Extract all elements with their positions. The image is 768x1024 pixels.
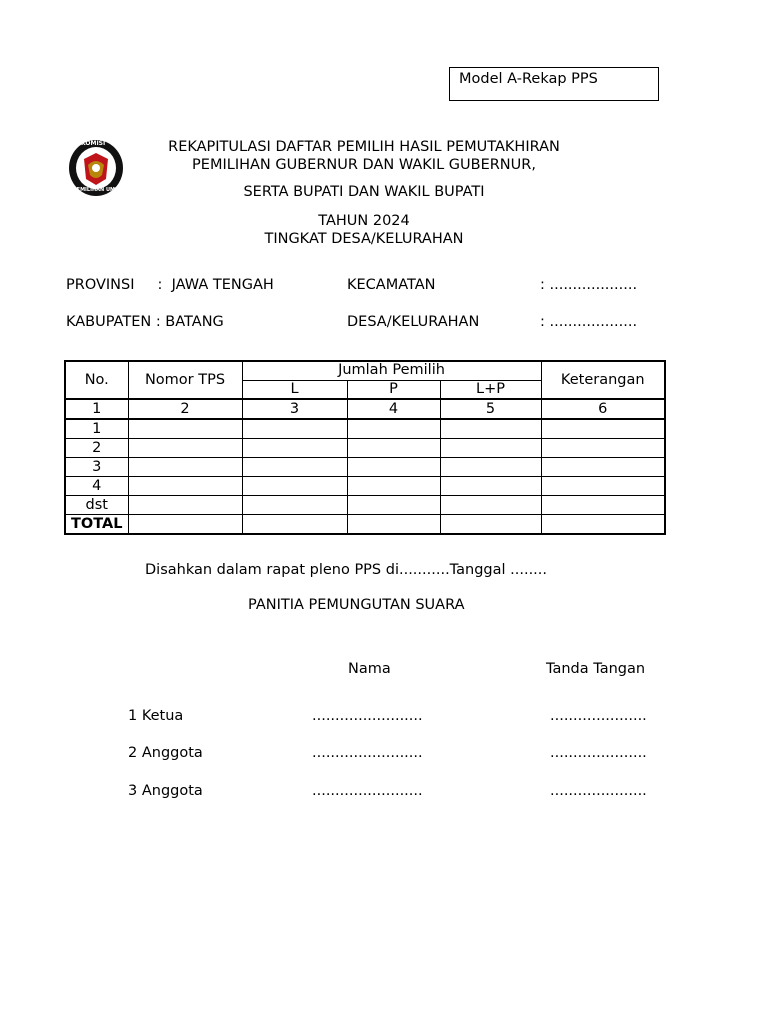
- table-total-row: [65, 515, 665, 535]
- signatory-name-line[interactable]: ........................: [312, 708, 423, 724]
- column-number: 5: [440, 399, 541, 419]
- header-no: No.: [65, 361, 128, 399]
- table-cell[interactable]: [128, 477, 242, 496]
- table-cell[interactable]: [347, 439, 440, 458]
- table-cell[interactable]: [128, 458, 242, 477]
- row-number: 1: [65, 419, 128, 439]
- table-cell[interactable]: [242, 439, 347, 458]
- table-cell[interactable]: [242, 458, 347, 477]
- header-nomor-tps: Nomor TPS: [128, 361, 242, 399]
- signatory-name-line[interactable]: ........................: [312, 783, 423, 799]
- title-line-5: TINGKAT DESA/KELURAHAN: [264, 231, 464, 247]
- model-label-box: [449, 67, 659, 101]
- title-line-4: TAHUN 2024: [318, 213, 410, 229]
- signatory-role: 3 Anggota: [128, 783, 203, 799]
- table-cell[interactable]: [347, 477, 440, 496]
- row-number: 4: [65, 477, 128, 496]
- header-p: P: [347, 380, 440, 399]
- logo-bottom-text: PEMILIHAN UMUM: [73, 187, 125, 193]
- table-cell[interactable]: [440, 458, 541, 477]
- table-cell[interactable]: [242, 477, 347, 496]
- signatory-signature-line[interactable]: .....................: [550, 783, 647, 799]
- disahkan-text: Disahkan dalam rapat pleno PPS di...........Tanggal ........: [145, 562, 548, 578]
- table-header-row: [65, 361, 665, 380]
- title-line-2: PEMILIHAN GUBERNUR DAN WAKIL GUBERNUR,: [192, 157, 536, 173]
- header-keterangan: Keterangan: [541, 361, 665, 399]
- table-row: [65, 496, 665, 515]
- table-row: [65, 439, 665, 458]
- table-cell[interactable]: [347, 496, 440, 515]
- table-row: [65, 458, 665, 477]
- column-number: 1: [65, 399, 128, 419]
- signatory-role: 2 Anggota: [128, 745, 203, 761]
- rekap-table: [64, 360, 666, 535]
- table-cell[interactable]: [541, 439, 665, 458]
- table-cell[interactable]: [440, 439, 541, 458]
- table-row: [65, 477, 665, 496]
- signatory-name-line[interactable]: ........................: [312, 745, 423, 761]
- table-cell[interactable]: [541, 515, 665, 535]
- logo-top-text: KOMISI: [81, 140, 106, 147]
- nama-column-header: Nama: [348, 661, 391, 677]
- table-cell[interactable]: [541, 419, 665, 439]
- title-line-1: REKAPITULASI DAFTAR PEMILIH HASIL PEMUTAKHIRAN: [168, 139, 560, 155]
- table-cell[interactable]: [347, 515, 440, 535]
- column-number: 6: [541, 399, 665, 419]
- kabupaten-field: KABUPATEN : BATANG: [66, 314, 224, 330]
- table-cell[interactable]: [440, 515, 541, 535]
- signatory-signature-line[interactable]: .....................: [550, 708, 647, 724]
- model-label: Model A-Rekap PPS: [459, 71, 598, 87]
- table-cell[interactable]: [440, 419, 541, 439]
- desa-label: DESA/KELURAHAN: [347, 314, 480, 330]
- header-lp: L+P: [440, 380, 541, 399]
- table-cell[interactable]: [541, 477, 665, 496]
- table-row: [65, 419, 665, 439]
- column-number-row: [65, 399, 665, 419]
- header-jumlah-pemilih: Jumlah Pemilih: [242, 361, 541, 380]
- table-cell[interactable]: [541, 458, 665, 477]
- column-number: 2: [128, 399, 242, 419]
- column-number: 4: [347, 399, 440, 419]
- total-label: TOTAL: [65, 515, 128, 535]
- kecamatan-label: KECAMATAN: [347, 277, 436, 293]
- table-cell[interactable]: [347, 419, 440, 439]
- table-cell[interactable]: [347, 458, 440, 477]
- table-cell[interactable]: [541, 496, 665, 515]
- panitia-heading: PANITIA PEMUNGUTAN SUARA: [248, 597, 465, 613]
- table-cell[interactable]: [242, 496, 347, 515]
- desa-value: : ...................: [540, 314, 638, 330]
- provinsi-field: PROVINSI : JAWA TENGAH: [66, 277, 274, 293]
- kecamatan-value: : ...................: [540, 277, 638, 293]
- signatory-role: 1 Ketua: [128, 708, 184, 724]
- table-cell[interactable]: [128, 496, 242, 515]
- table-cell[interactable]: [128, 515, 242, 535]
- table-cell[interactable]: [242, 515, 347, 535]
- column-number: 3: [242, 399, 347, 419]
- table-cell[interactable]: [242, 419, 347, 439]
- table-cell[interactable]: [128, 439, 242, 458]
- table-cell[interactable]: [440, 477, 541, 496]
- row-number: 3: [65, 458, 128, 477]
- signatory-signature-line[interactable]: .....................: [550, 745, 647, 761]
- title-line-3: SERTA BUPATI DAN WAKIL BUPATI: [243, 184, 485, 200]
- row-number: dst: [65, 496, 128, 515]
- tanda-tangan-column-header: Tanda Tangan: [546, 661, 646, 677]
- table-cell[interactable]: [440, 496, 541, 515]
- row-number: 2: [65, 439, 128, 458]
- table-cell[interactable]: [128, 419, 242, 439]
- header-l: L: [242, 380, 347, 399]
